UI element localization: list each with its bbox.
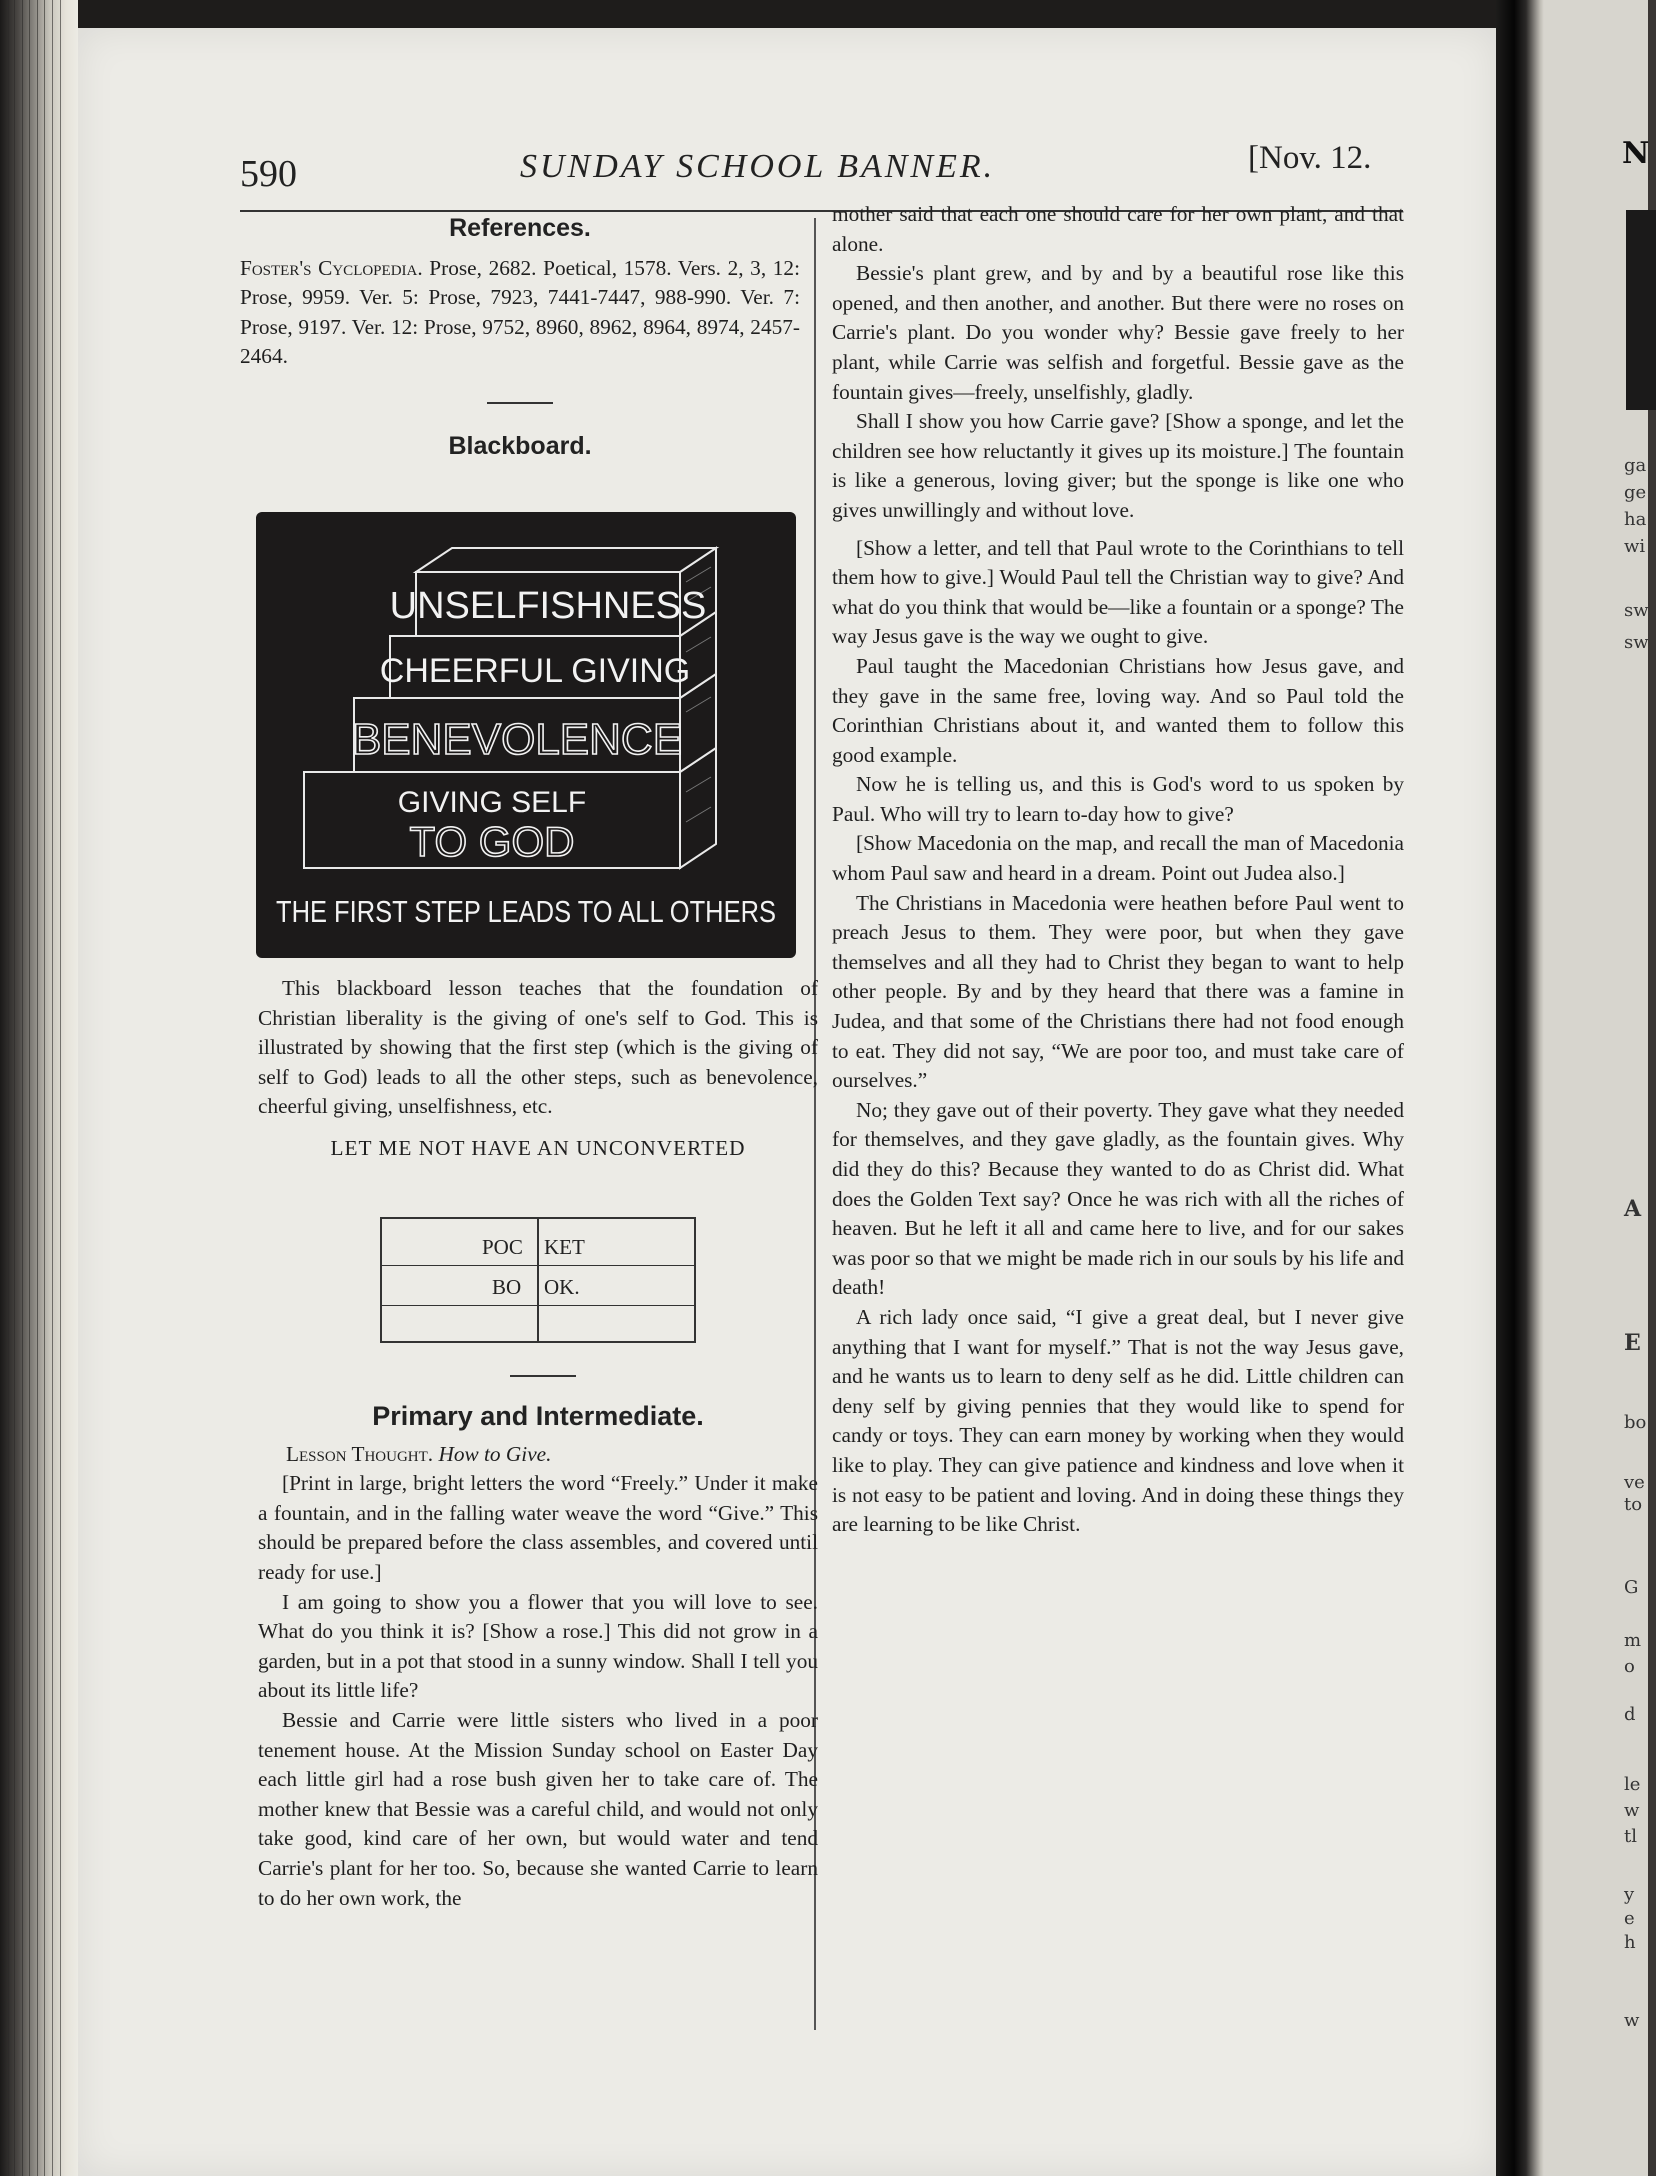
lesson-thought [258, 1440, 818, 1470]
facing-page-edge [1544, 0, 1648, 2176]
facing-page-dark-block [1626, 210, 1656, 410]
facing-page-fragment: A [1624, 1196, 1642, 1222]
right-paragraph: Shall I show you how Carrie gave? [Show a sponge, and let the children see how reluctantly it gives up its moisture.] The fountain is like a generous, loving giver; but the sponge is like one who gives unwillingly and without love. [832, 409, 1404, 522]
primary-paragraph: Bessie and Carrie were little sisters who lived in a poor tenement house. At the Mission Sunday school on Easter Day each little girl had a rose bush given her to take care of. The mother knew that Bessie was a careful child, and would not only take good, kind care of her own, but would water and tend Carrie's plant for her too. So, because she wanted Carrie to learn to do her own work, the [258, 1707, 818, 1910]
facing-page-fragment: m [1624, 1630, 1642, 1651]
right-paragraph: [Show a letter, and tell that Paul wrote to the Corinthians to tell them how to give.] Would Paul tell the Christian way to give? And what do you think that would be—like a fountain or a sponge? The way Jesus gave is the way we ought to give. [832, 535, 1404, 649]
facing-page-fragment: ha [1624, 509, 1647, 530]
blackboard-caption: THE FIRST STEP LEADS TO ALL OTHERS [276, 894, 776, 929]
references-section [240, 214, 800, 462]
step-4-label-line1: GIVING SELF [397, 786, 587, 819]
facing-page-fragment: bo [1624, 1412, 1647, 1433]
references-paragraph [240, 254, 800, 372]
right-paragraph: No; they gave out of their poverty. They gave what they needed for themselves, and they gave gladly, as the fountain gives. Why did they do this? Because they wanted to do as Christ did. What does the Golden Text say? Once he was rich with all the riches of heaven. But he left it all and came here to live, and for our sakes was poor so that we might be made rich in our souls by his life and death! [832, 1097, 1404, 1300]
facing-page-fragment: to [1624, 1494, 1643, 1515]
right-column [832, 200, 1404, 1540]
unconverted-line: LET ME NOT HAVE AN UNCONVERTED [330, 1135, 746, 1160]
page-number: 590 [240, 153, 297, 195]
section-rule-2 [510, 1375, 576, 1377]
facing-page-fragment: h [1624, 1932, 1636, 1953]
lesson-label: Lesson Thought. [286, 1441, 434, 1466]
right-paragraph: Paul taught the Macedonian Christians how Jesus gave, and they gave in the same free, loving way. And so Paul told the Corinthian Christians about it, and wanted them to follow this good example. [832, 653, 1404, 767]
scan-top-border [78, 0, 1496, 30]
blackboard-heading: Blackboard. [448, 431, 592, 460]
blackboard-paragraph: This blackboard lesson teaches that the foundation of Christian liberality is the giving of one's self to God. This is illustrated by showing that the first step (which is the giving of self to God) leads to all the other steps, such as benevolence, cheerful giving, unselfishness, etc. [258, 976, 818, 1119]
pocket-text-d: OK. [544, 1275, 580, 1299]
facing-page-fragment: E [1624, 1330, 1641, 1356]
primary-section [258, 1402, 818, 1913]
references-body: Prose, 2682. Poetical, 1578. Vers. 2, 3, 12: Prose, 9959. Ver. 5: Prose, 7923, 7441-7447, 988-990. Ver. 7: Prose, 9197. Ver. 12: Prose, 9752, 8960, 8962, 8964, 8974, 2457-2464. [240, 255, 800, 369]
facing-page-fragment: sw [1624, 600, 1649, 621]
right-paragraph: Bessie's plant grew, and by and by a beautiful rose like this opened, and then another, and another. But there were no roses on Carrie's plant. Do you wonder why? Bessie gave freely to her plant, while Carrie was selfish and forgetful. Bessie gave as the fountain gives—freely, unselfishly, gladly. [832, 261, 1404, 404]
blackboard-illustration [256, 512, 796, 958]
right-paragraph: The Christians in Macedonia were heathen before Paul went to preach Jesus to them. They were poor, but when they gave themselves and all they had to Christ they began to want to help other people. By and by they heard that there was a famine in Judea, and that some of the Christians there had not food enough to eat. They did not say, “We are poor too, and must take care of ourselves.” [832, 890, 1404, 1093]
facing-page-fragment: wi [1624, 536, 1646, 557]
left-column-lower [258, 974, 818, 1164]
book-binding-edge [0, 0, 78, 2176]
references-heading: References. [449, 214, 591, 242]
right-paragraph: Now he is telling us, and this is God's word to us spoken by Paul. Who will try to learn to-day how to give? [832, 772, 1404, 826]
pocket-text-a: POC [482, 1235, 523, 1259]
pocket-text-b: KET [544, 1235, 585, 1259]
facing-page-fragment: w [1624, 2010, 1640, 2031]
right-paragraph: A rich lady once said, “I give a great deal, but I never give anything that I want for myself.” That is not the way Jesus gave, and he wants us to learn to deny self as he did. Little children can deny self by giving pennies that they would like to spend for candy or toys. They can earn money by working when they would like to play. They can give patience and kindness and love when it is not easy to be patient and loving. And in doing these things they are learning to be like Christ. [832, 1304, 1404, 1537]
primary-heading: Primary and Intermediate. [372, 1401, 704, 1431]
facing-page-letter: N [1622, 136, 1650, 171]
facing-page-fragment: G [1624, 1577, 1639, 1598]
facing-page-fragment: o [1624, 1656, 1635, 1677]
book-gutter [1496, 0, 1544, 2176]
journal-title: SUNDAY SCHOOL BANNER. [520, 148, 996, 185]
pocket-book-figure [380, 1217, 696, 1343]
right-paragraph: mother said that each one should care for her own plant, and that alone. [832, 202, 1404, 256]
facing-page-fragment: ve [1624, 1472, 1645, 1493]
step-2-label: CHEERFUL GIVING [379, 652, 691, 690]
step-1-label: UNSELFISHNESS [389, 585, 707, 627]
facing-page-fragment: d [1624, 1704, 1636, 1725]
issue-date: [Nov. 12. [1248, 140, 1372, 176]
facing-page-fragment: le [1624, 1774, 1641, 1795]
facing-page-fragment: e [1624, 1908, 1635, 1929]
facing-page-fragment: w [1624, 1800, 1640, 1821]
facing-page-fragment: ga [1624, 455, 1647, 476]
facing-page-fragment: y [1624, 1884, 1635, 1905]
step-4-label-line2: TO GOD [409, 818, 575, 865]
facing-page-fragment: tl [1624, 1826, 1637, 1847]
lesson-title: How to Give. [438, 1441, 552, 1466]
step-3-label: BENEVOLENCE [351, 715, 683, 764]
facing-page-fragment: ge [1624, 482, 1647, 503]
right-paragraph: [Show Macedonia on the map, and recall the man of Macedonia whom Paul saw and heard in a dream. Point out Judea also.] [832, 831, 1404, 886]
pocket-text-c: BO [492, 1275, 522, 1299]
primary-paragraph: I am going to show you a flower that you will love to see. What do you think it is? [Show a rose.] This did not grow in a garden, but in a pot that stood in a sunny window. Shall I tell you about its little life? [258, 1589, 818, 1703]
references-label: Foster's Cyclopedia. [240, 255, 423, 280]
facing-page-fragment: sw [1624, 632, 1649, 653]
primary-paragraph: [Print in large, bright letters the word “Freely.” Under it make a fountain, and in the falling water weave the word “Give.” This should be prepared before the class assembles, and covered until ready for use.] [258, 1471, 818, 1584]
